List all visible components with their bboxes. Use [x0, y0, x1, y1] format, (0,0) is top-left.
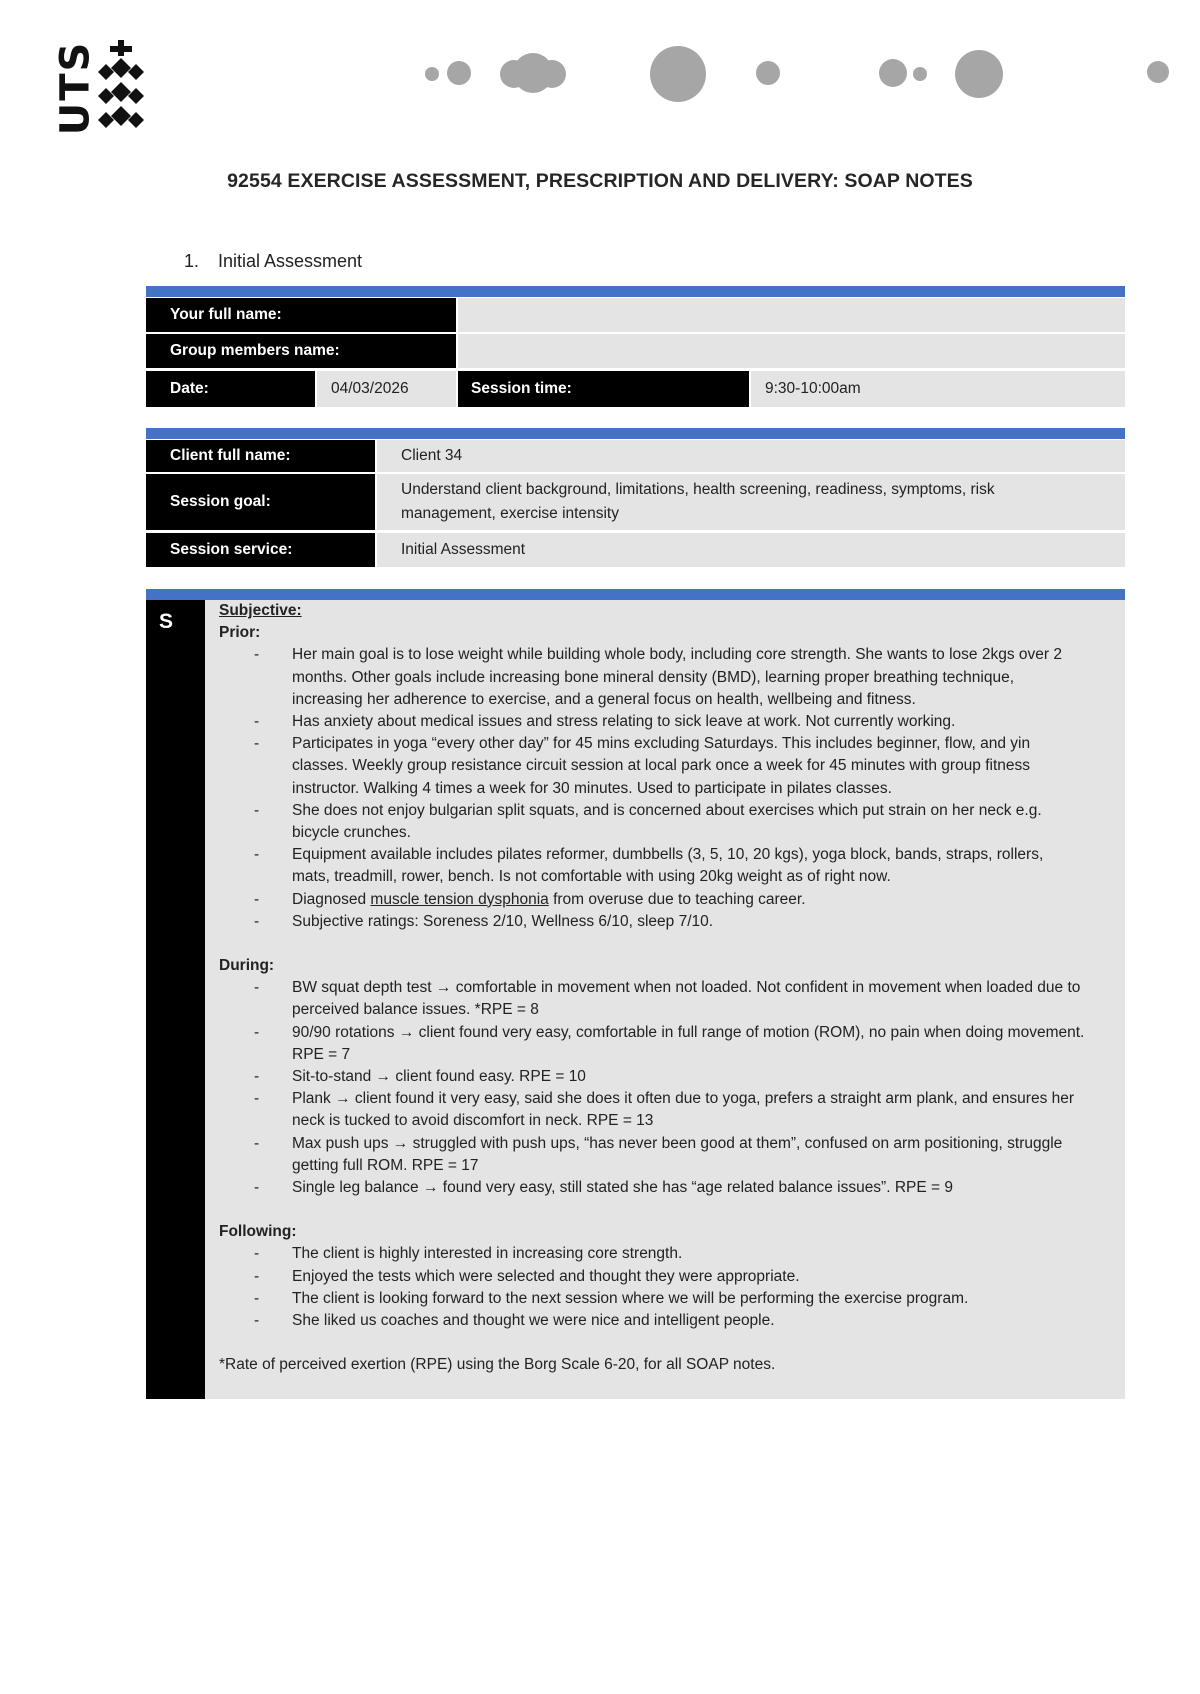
during-list — [219, 977, 1125, 1199]
accent-bar — [146, 589, 1125, 600]
list-item: - The client is highly interested in increasing core strength. — [254, 1245, 683, 1263]
full-name-label: Your full name: — [146, 298, 456, 332]
list-item: - Enjoyed the tests which were selected and thought they were appropriate. — [254, 1267, 800, 1285]
list-item: - The client is looking forward to the next session where we will be performing the exercise program. — [254, 1289, 969, 1307]
diagnosis-term: muscle tension dysphonia — [370, 890, 549, 908]
session-goal-field[interactable]: Understand client background, limitations, health screening, readiness, symptoms, risk management, exercise intensity — [377, 474, 1125, 530]
list-item: - 90/90 rotations → client found very easy, comfortable in full range of motion (ROM), no pain when doing movement. RPE = 7 — [254, 1023, 1085, 1063]
accent-bar — [146, 286, 1125, 297]
list-item: - Has anxiety about medical issues and stress relating to sick leave at work. Not currently working. — [254, 713, 956, 731]
list-item: - Equipment available includes pilates reformer, dumbbells (3, 5, 10, 20 kgs), yoga block, bands, straps, rollers, mats, treadmill, rower, bench. Is not comfortable with using 20kg weight as of right now. — [254, 846, 1044, 886]
soap-letter: S — [159, 610, 174, 633]
section-number: 1. — [184, 251, 200, 271]
list-item: - Participates in yoga “every other day” for 45 mins excluding Saturdays. This includes beginner, flow, and yin classes. Weekly group resistance circuit session at local park once a week for 45 minutes with group fitness instructor. Walking 4 times a week for 30 minutes. Used to participate in pilates classes. — [254, 735, 1031, 797]
list-item: - She liked us coaches and thought we were nice and intelligent people. — [254, 1312, 775, 1330]
prior-list — [219, 644, 1125, 933]
list-item: - She does not enjoy bulgarian split squats, and is concerned about exercises which put strain on her neck e.g. bicycle crunches. — [254, 801, 1042, 842]
client-name-label: Client full name: — [146, 440, 375, 472]
subjective-notes — [205, 600, 1125, 1399]
list-item: - Plank → client found it very easy, said she does it often due to yoga, prefers a straight arm plank, and ensures her neck is tucked to avoid discomfort in neck. RPE = 13 — [254, 1090, 1075, 1130]
accent-bar — [146, 428, 1125, 439]
session-service-label: Session service: — [146, 533, 375, 567]
decorative-dots — [0, 0, 1200, 130]
group-members-field[interactable] — [458, 334, 1125, 368]
list-item: - Her main goal is to lose weight while building whole body, including core strength. She wants to lose 2kgs over 2 months. Other goals include increasing bone mineral density (BMD), learning proper breathing technique, increasing her adherence to exercise, and a general focus on health, wellbeing and fitness. — [254, 646, 1062, 708]
list-item: - Diagnosed muscle tension dysphonia from overuse due to teaching career. — [254, 890, 806, 908]
logo-text: UTS — [52, 40, 99, 136]
session-time-label: Session time: — [458, 371, 749, 407]
prior-heading: Prior: — [219, 624, 261, 642]
session-goal-label: Session goal: — [146, 474, 375, 530]
list-item: - BW squat depth test → comfortable in movement when not loaded. Not confident in movement when loaded due to perceived balance issues. *RPE = 8 — [254, 979, 1081, 1019]
date-label: Date: — [146, 371, 315, 407]
following-heading: Following: — [219, 1223, 297, 1241]
section-label: Initial Assessment — [218, 251, 363, 271]
group-members-label: Group members name: — [146, 334, 456, 368]
list-item: - Sit-to-stand → client found easy. RPE = 10 — [254, 1068, 586, 1086]
session-time-field[interactable]: 9:30-10:00am — [751, 371, 1125, 407]
following-list — [219, 1243, 1125, 1332]
list-item: - Single leg balance → found very easy, still stated she has “age related balance issues”. RPE = 9 — [254, 1179, 953, 1197]
section-heading — [184, 251, 362, 272]
soap-s-column — [146, 600, 205, 1399]
rpe-footnote: *Rate of perceived exertion (RPE) using the Borg Scale 6-20, for all SOAP notes. — [219, 1356, 776, 1374]
during-heading: During: — [219, 957, 275, 975]
list-item: - Subjective ratings: Soreness 2/10, Wellness 6/10, sleep 7/10. — [254, 912, 714, 930]
page-title: 92554 EXERCISE ASSESSMENT, PRESCRIPTION AND DELIVERY: SOAP NOTES — [227, 170, 973, 192]
list-item: - Max push ups → struggled with push ups, “has never been good at them”, confused on arm positioning, struggle getting full ROM. RPE = 17 — [254, 1134, 1063, 1174]
client-name-field[interactable]: Client 34 — [377, 440, 1125, 472]
full-name-field[interactable] — [458, 298, 1125, 332]
session-service-field[interactable]: Initial Assessment — [377, 533, 1125, 567]
date-field[interactable]: 04/03/2026 — [317, 371, 456, 407]
subjective-heading: Subjective: — [219, 602, 302, 619]
